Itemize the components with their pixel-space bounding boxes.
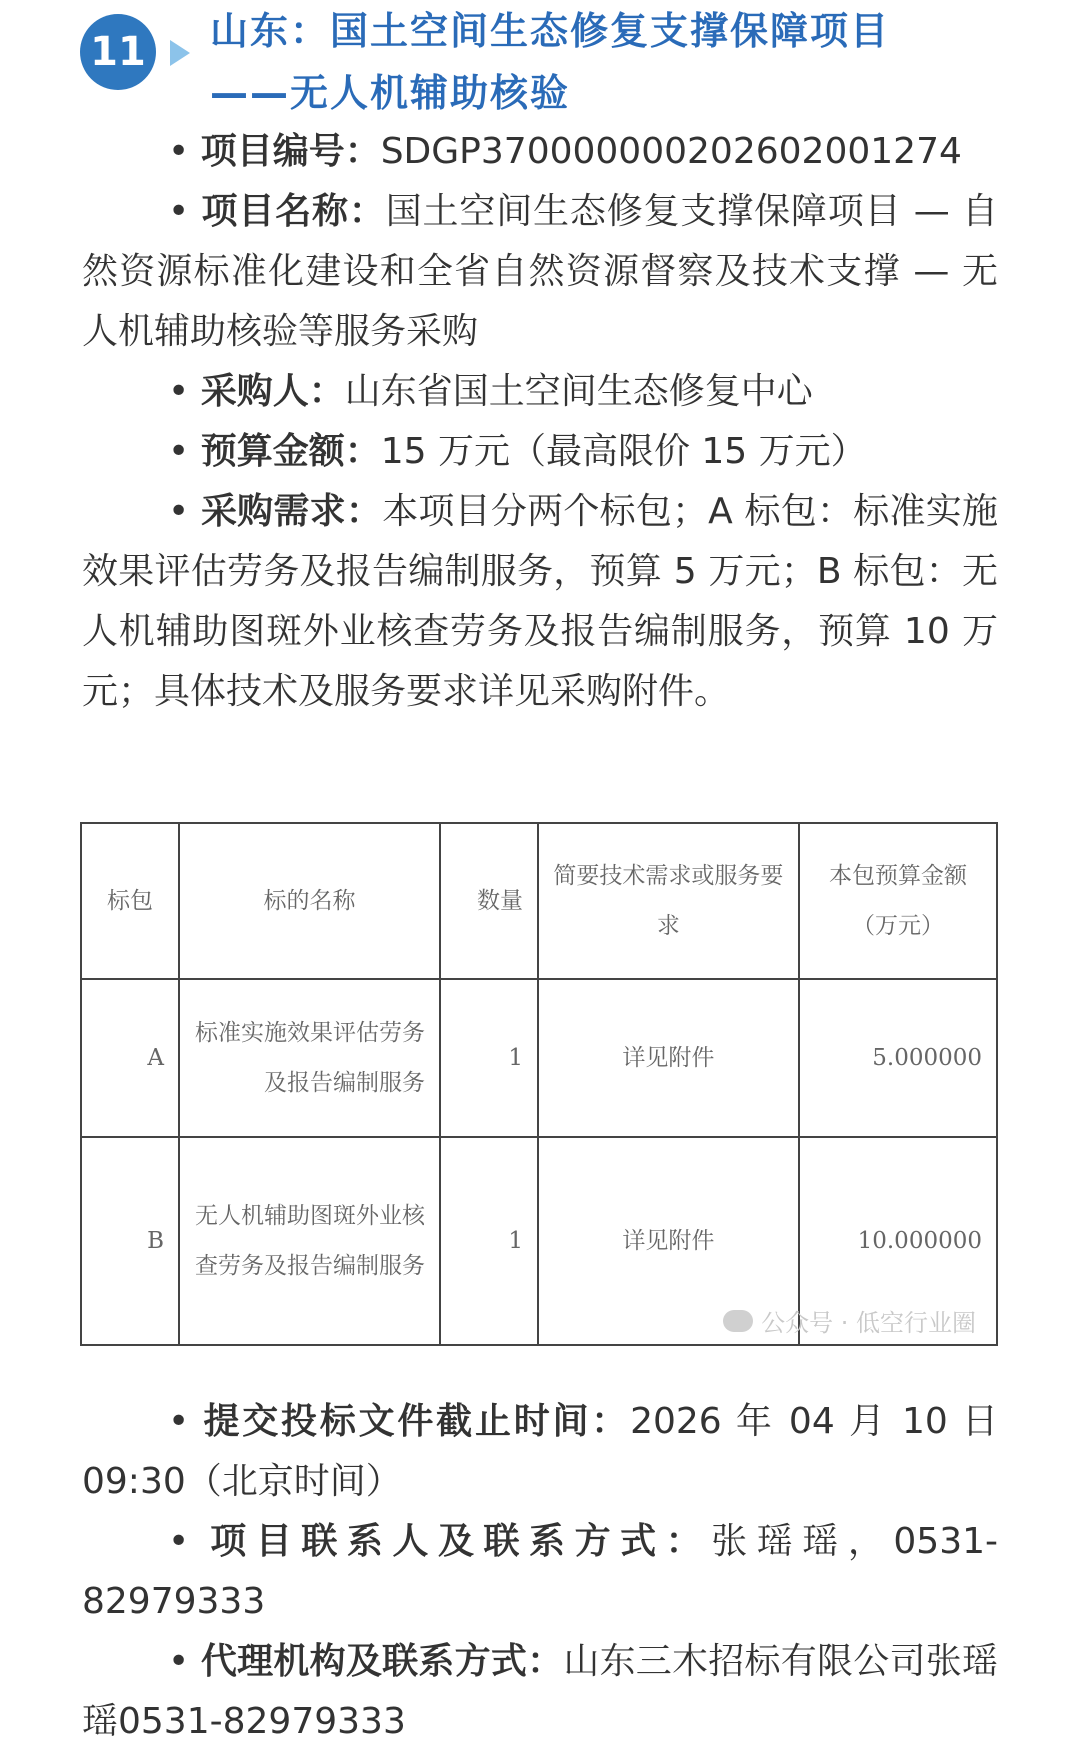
- package-table-image: [80, 822, 998, 1344]
- budget-label: 预算金额：: [200, 431, 381, 472]
- table-row: [81, 979, 997, 1137]
- wechat-icon: [723, 1310, 753, 1332]
- header-amount: 本包预算金额（万元）: [799, 823, 997, 979]
- watermark: [723, 1303, 976, 1338]
- contact-item: [82, 1512, 998, 1632]
- bullet-icon: •: [168, 1401, 190, 1442]
- project-details: [82, 122, 998, 722]
- agency-label: 代理机构及联系方式：: [200, 1641, 564, 1682]
- cell-req: 详见附件: [538, 1137, 799, 1345]
- agency-value: 山东三木招标有限公司张瑶瑶0531-82979333: [82, 1641, 998, 1742]
- cell-amount: 10.000000: [799, 1137, 997, 1345]
- requirement-item: [82, 482, 998, 722]
- purchaser-label: 采购人：: [200, 371, 345, 412]
- cell-package: A: [81, 979, 179, 1137]
- project-name-item: [82, 182, 998, 362]
- cell-qty: 1: [440, 979, 538, 1137]
- table-header-row: [81, 823, 997, 979]
- requirement-label: 采购需求：: [200, 491, 383, 532]
- cell-req: 详见附件: [538, 979, 799, 1137]
- deadline-label: 提交投标文件截止时间：: [203, 1401, 631, 1442]
- bid-info: [82, 1392, 998, 1752]
- bullet-icon: •: [168, 1641, 190, 1682]
- section-number-badge: 11: [80, 14, 156, 90]
- package-table: [80, 822, 998, 1346]
- agency-item: [82, 1632, 998, 1752]
- bullet-icon: •: [168, 1521, 190, 1562]
- project-name-value: 国土空间生态修复支撑保障项目 — 自然资源标准化建设和全省自然资源督察及技术支撑 — 无人机辅助核验等服务采购: [82, 191, 998, 352]
- cell-qty: 1: [440, 1137, 538, 1345]
- requirement-value: 本项目分两个标包；A 标包：标准实施效果评估劳务及报告编制服务，预算 5 万元；B 标包：无人机辅助图斑外业核查劳务及报告编制服务，预算 10 万元；具体技术及服务要求详见采购附件。: [82, 491, 998, 712]
- section-header: [0, 0, 1080, 120]
- contact-label: 项目联系人及联系方式：: [210, 1521, 712, 1562]
- bullet-icon: •: [168, 371, 190, 412]
- bullet-icon: •: [168, 131, 190, 172]
- project-number-item: [82, 122, 998, 182]
- cell-amount: 5.000000: [799, 979, 997, 1137]
- cell-name: 无人机辅助图斑外业核查劳务及报告编制服务: [179, 1137, 440, 1345]
- bullet-icon: •: [168, 191, 190, 232]
- contact-value: 张瑶瑶，0531-82979333: [82, 1521, 998, 1622]
- budget-item: [82, 422, 998, 482]
- project-number-label: 项目编号：: [200, 131, 381, 172]
- project-name-label: 项目名称：: [201, 191, 386, 232]
- watermark-text: 公众号 · 低空行业圈: [761, 1309, 976, 1337]
- section-title-line2: ——无人机辅助核验: [210, 71, 571, 115]
- bullet-icon: •: [168, 491, 190, 532]
- purchaser-item: [82, 362, 998, 422]
- deadline-item: [82, 1392, 998, 1512]
- header-name: 标的名称: [179, 823, 440, 979]
- purchaser-value: 山东省国土空间生态修复中心: [344, 371, 813, 412]
- cell-package: B: [81, 1137, 179, 1345]
- section-title-line1: 山东：国土空间生态修复支撑保障项目: [210, 9, 891, 53]
- project-number-value: SDGP370000000202602001274: [380, 131, 962, 172]
- bullet-icon: •: [168, 431, 190, 472]
- cell-name: 标准实施效果评估劳务及报告编制服务: [179, 979, 440, 1137]
- header-qty: 数量: [440, 823, 538, 979]
- header-req: 简要技术需求或服务要求: [538, 823, 799, 979]
- header-package: 标包: [81, 823, 179, 979]
- budget-value: 15 万元（最高限价 15 万元）: [380, 431, 867, 472]
- deadline-value: 2026 年 04 月 10 日 09:30（北京时间）: [82, 1401, 998, 1502]
- play-arrow-icon: [170, 40, 190, 66]
